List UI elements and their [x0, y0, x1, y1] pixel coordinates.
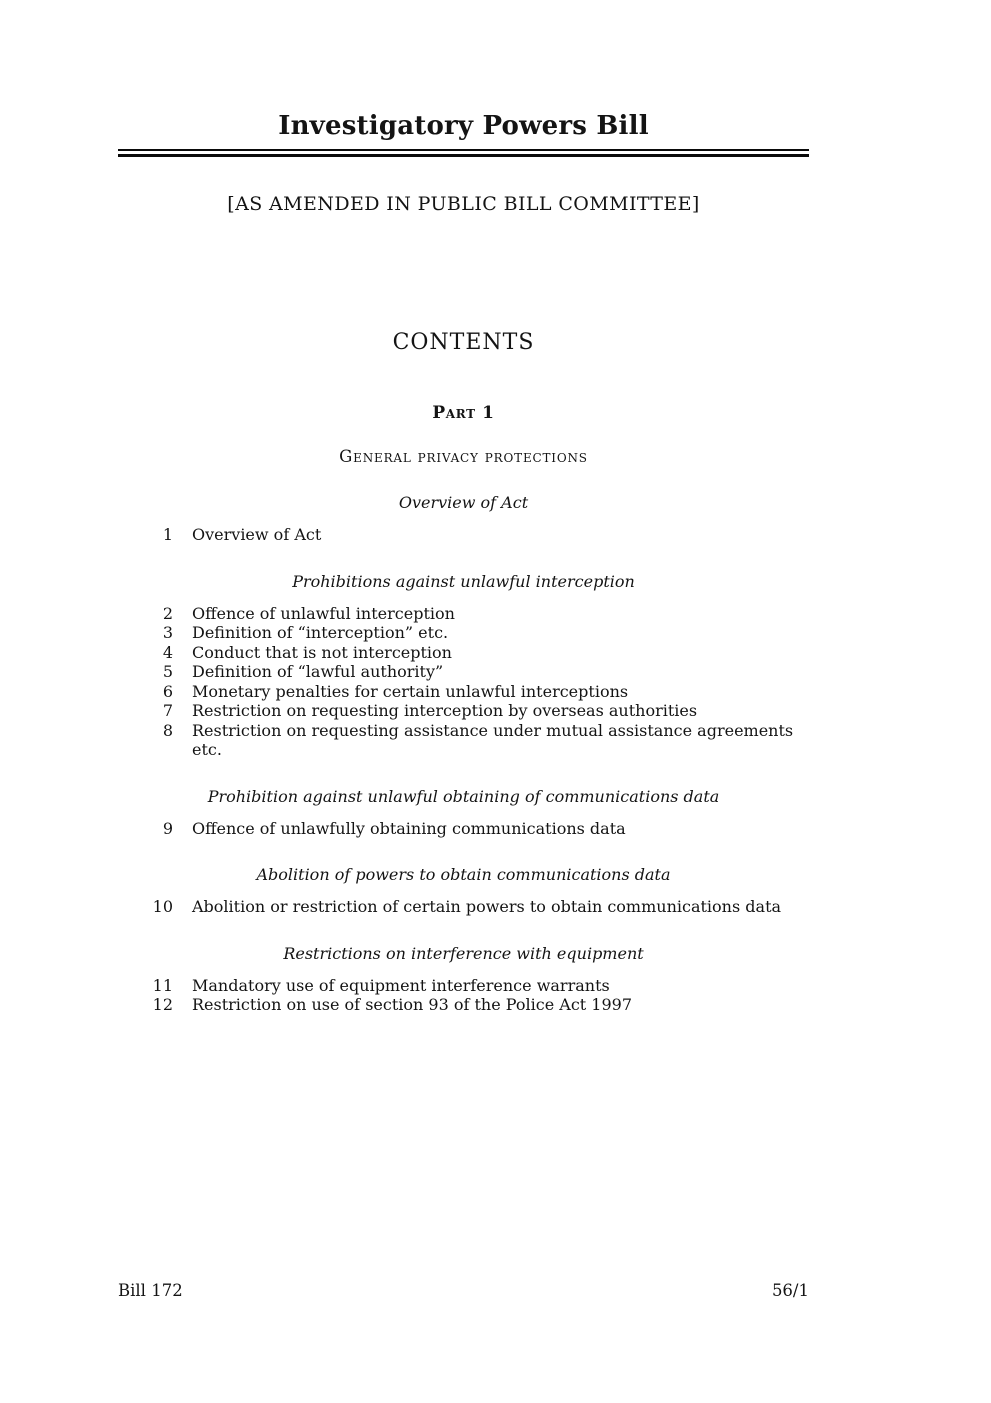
toc-item-number: 5: [162, 662, 173, 681]
toc-item-number: 10: [152, 897, 173, 916]
session-print-number: 56/1: [771, 1281, 809, 1300]
part-name: General privacy protections: [339, 447, 588, 466]
contents-heading: CONTENTS: [392, 330, 535, 355]
section-heading: Prohibitions against unlawful interception: [292, 571, 635, 591]
toc-item-title: Offence of unlawfully obtaining communications data: [192, 818, 626, 838]
toc-item-title: Mandatory use of equipment interference warrants: [192, 975, 610, 995]
toc-item-number: 3: [162, 623, 173, 642]
toc-item-title: Restriction on requesting assistance under mutual assistance agreements etc.: [192, 720, 794, 759]
toc-item: [118, 721, 809, 760]
toc-item-number: 12: [152, 995, 173, 1014]
bill-title: Investigatory Powers Bill: [278, 111, 649, 141]
toc-item-title: Conduct that is not interception: [192, 642, 452, 662]
toc-item: [118, 623, 809, 643]
toc-item: [118, 819, 809, 839]
toc-item-number: 2: [162, 603, 173, 623]
toc-item-number: 11: [152, 975, 173, 995]
toc-item-title: Abolition or restriction of certain powers to obtain communications data: [192, 897, 782, 916]
section-heading: Overview of Act: [398, 493, 529, 512]
toc-item-title: Monetary penalties for certain unlawful interceptions: [192, 681, 629, 701]
toc-item-title: Restriction on use of section 93 of the Police Act 1997: [192, 995, 633, 1014]
toc-item-title: Definition of “interception” etc.: [192, 623, 449, 642]
title-rule: [118, 149, 809, 157]
toc-item-title: Overview of Act: [192, 525, 322, 544]
toc-item-title: Restriction on requesting interception by overseas authorities: [192, 701, 698, 720]
toc-item-number: 6: [162, 681, 173, 701]
page-footer: [118, 1281, 809, 1300]
section-heading: Restrictions on interference with equipment: [283, 943, 644, 963]
toc-section-prohibition-obtaining-data: [118, 788, 809, 839]
toc-section-prohibitions-interception: [118, 573, 809, 760]
toc-item-number: 8: [162, 720, 173, 740]
part-label: Part 1: [432, 403, 495, 423]
toc-section-overview: [118, 494, 809, 545]
toc-item-title: Definition of “lawful authority”: [192, 662, 444, 681]
toc-item: [118, 662, 809, 682]
toc-item: [118, 604, 809, 624]
toc-item: [118, 995, 809, 1015]
section-heading: Prohibition against unlawful obtaining of communications data: [207, 786, 720, 806]
toc-section-abolition-powers: [118, 866, 809, 917]
bill-number: Bill 172: [118, 1281, 183, 1300]
toc-item: [118, 701, 809, 721]
toc-item: [118, 897, 809, 917]
toc-item: [118, 976, 809, 996]
toc-item-number: 7: [162, 701, 173, 720]
toc-item-number: 1: [162, 525, 173, 544]
toc-item-number: 4: [162, 642, 173, 662]
page-content: [118, 0, 809, 1015]
toc-item-title: Offence of unlawful interception: [192, 603, 455, 623]
amendment-note: [AS AMENDED IN PUBLIC BILL COMMITTEE]: [227, 193, 700, 215]
toc-item: [118, 525, 809, 545]
toc-item: [118, 682, 809, 702]
toc-section-equipment-interference: [118, 945, 809, 1015]
toc-item-number: 9: [162, 818, 173, 838]
toc-item: [118, 643, 809, 663]
section-heading: Abolition of powers to obtain communications data: [256, 865, 671, 884]
